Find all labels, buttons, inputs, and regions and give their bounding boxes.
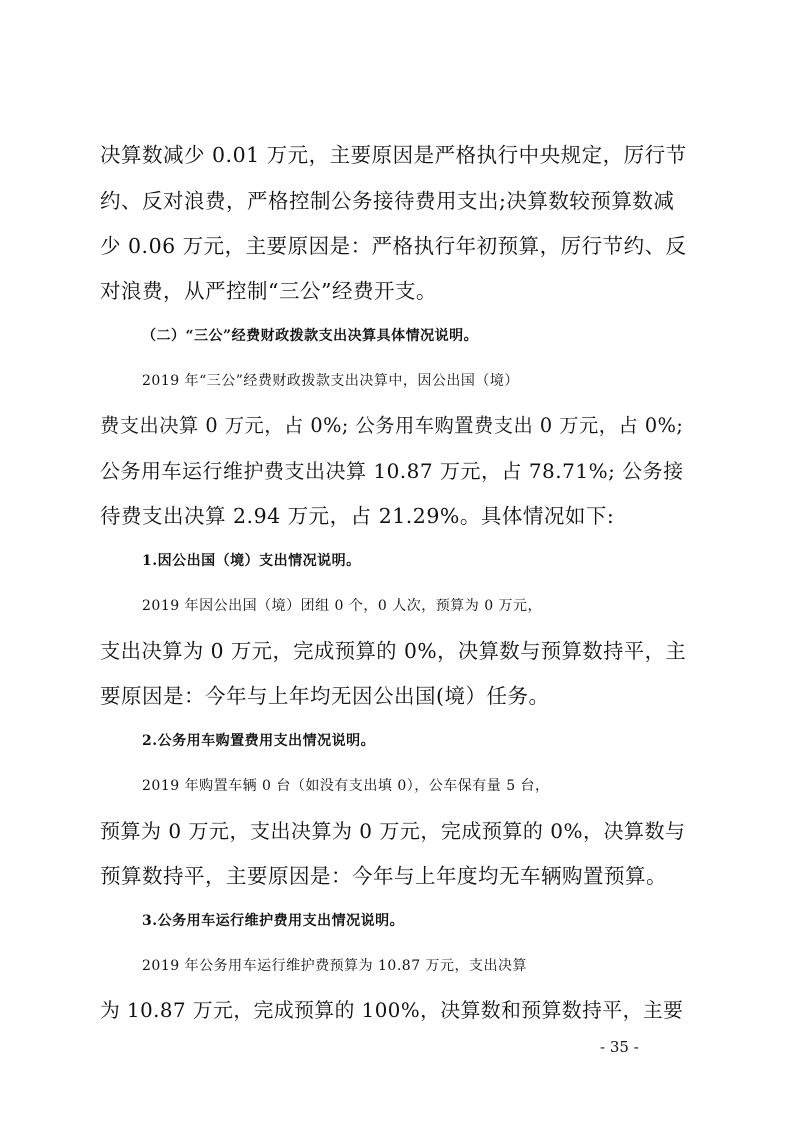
page-number: - 35 -	[600, 1038, 639, 1056]
body-text-line: 2019 年公务用车运行维护费预算为 10.87 万元，支出决算	[142, 958, 528, 974]
body-text-line: 待费支出决算 2.94 万元，占 21.29%。具体情况如下:	[100, 504, 615, 528]
body-text-line: 少 0.06 万元，主要原因是：严格执行年初预算，厉行节约、反	[100, 234, 687, 258]
body-text-line: 决算数减少 0.01 万元，主要原因是严格执行中央规定，厉行节	[100, 143, 687, 167]
body-text-line: 为 10.87 万元，完成预算的 100%，决算数和预算数持平，主要	[100, 999, 684, 1022]
section-heading: （二）“三公”经费财政拨款支出决算具体情况说明。	[142, 328, 479, 344]
body-text-line: 约、反对浪费，严格控制公务接待费用支出;决算数较预算数减	[100, 189, 675, 213]
body-text-line: 预算数持平，主要原因是：今年与上年度均无车辆购置预算。	[100, 864, 667, 888]
body-text-line: 对浪费，从严控制“三公”经费开支。	[100, 279, 437, 303]
body-text-line: 支出决算为 0 万元，完成预算的 0%，决算数与预算数持平，主	[100, 639, 687, 663]
body-text-line: 公务用车运行维护费支出决算 10.87 万元，占 78.71%; 公务接	[100, 459, 684, 483]
body-text-line: 2019 年因公出国（境）团组 0 个，0 人次，预算为 0 万元，	[142, 598, 543, 614]
subsection-heading: 2.公务用车购置费用支出情况说明。	[142, 733, 376, 749]
body-text-line: 预算为 0 万元，支出决算为 0 万元，完成预算的 0%，决算数与	[100, 819, 686, 843]
subsection-heading: 1.因公出国（境）支出情况说明。	[142, 553, 361, 569]
body-text-line: 2019 年“三公”经费财政拨款支出决算中，因公出国（境）	[142, 373, 519, 389]
subsection-heading: 3.公务用车运行维护费用支出情况说明。	[142, 913, 405, 929]
body-text-line: 费支出决算 0 万元，占 0%; 公务用车购置费支出 0 万元，占 0%;	[100, 414, 684, 437]
body-text-line: 2019 年购置车辆 0 台（如没有支出填 0），公车保有量 5 台，	[142, 778, 550, 794]
body-text-line: 要原因是：今年与上年均无因公出国(境）任务。	[100, 684, 550, 708]
